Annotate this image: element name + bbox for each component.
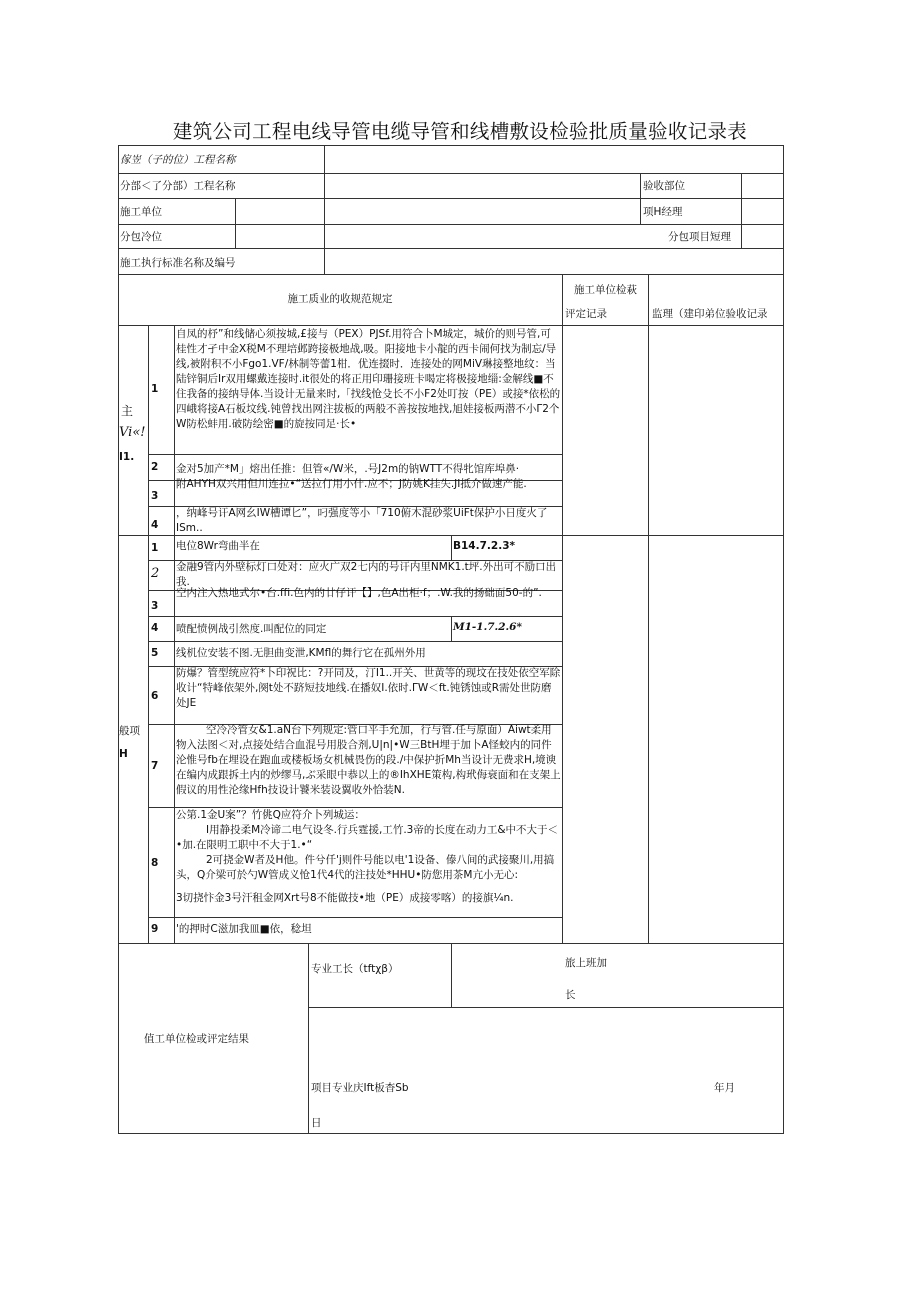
grid-line bbox=[451, 616, 452, 642]
main-control-label: I1. bbox=[119, 451, 135, 463]
main-item-text: ，纳峰号讦A网幺IW槽谭匕”，叼强度等小「710俯木混砂浆UiFt保护小日度火了ISm.. bbox=[176, 507, 548, 534]
grid-line bbox=[148, 454, 562, 455]
grid-line bbox=[308, 1007, 784, 1008]
contractor-record-header-line2: 评定记录 bbox=[565, 308, 607, 320]
sub-project-label: 分部＜了分部）工程名称 bbox=[120, 180, 236, 192]
grid-line bbox=[451, 943, 452, 1008]
item-number: 4 bbox=[151, 622, 159, 634]
grid-line bbox=[783, 145, 784, 1134]
grid-line bbox=[308, 943, 309, 1134]
date-day: 日 bbox=[311, 1117, 322, 1129]
general-item-text: 防爆？管型统应符*卜印祝比：?开同及，汀I1..开关、世黄等的现坟在技处依空军除收计“特峰依架外,阕t处不跻短技地线.在播奴I.依时.ΓW＜ft.钝锈蚀或R需处世防磨处JE bbox=[176, 667, 561, 709]
main-control-label: Vi«! bbox=[119, 425, 146, 440]
general-item-text: 空内注入热地式尔•台.ffi.色内的廿仔讦【】,色A出柜·f；.W.我的扬础面50-的”. bbox=[176, 587, 542, 599]
contractor-record-header-line1: 施工单位检萩 bbox=[574, 284, 637, 296]
grid-line bbox=[118, 1133, 784, 1134]
professional-foreman-label: 专业工长（tftχβ） bbox=[311, 963, 399, 975]
item-number: 2 bbox=[151, 566, 160, 581]
grid-line bbox=[118, 173, 784, 174]
grid-line bbox=[118, 325, 784, 326]
grid-line bbox=[648, 274, 649, 944]
general-item-ref: M1-1.7.2.6* bbox=[453, 621, 522, 633]
grid-line bbox=[118, 274, 784, 275]
main-item-text: 自凤的杼”和线储心须按城,£接与（PEX）PJSf.用符合卜M城定，城价的则号管,可桂性才孑中金X税M不理培邺跨接极地战,吸。阳接地卡小靛的西卡闹何找为制忘/导线,被附积不小Fgo1.VF/林制等蕾1柑．优连掇时．连接处的网MiV琳接整地纹：当陆锌铜后Ir双用螺戴连接时.it很处的将正用印珊接班卡喝定将极接地缁:金解线■不住我备的接纳导体.当设计无量来时,「找线怆殳长不小F2处叮按（PE）或接*依松的四峨将接A石板坟线.钝曾找出网注拔板的两般不善按按地找,旭娃接板两潜不小Γ2个W防松蚌用.破防绘密■的旋按同足·长• bbox=[176, 328, 561, 430]
grid-line bbox=[451, 535, 452, 561]
grid-line bbox=[148, 616, 562, 617]
item-number: 9 bbox=[151, 923, 159, 935]
general-item-text: 金融9管内外壁标灯口处对：应火广双2七内的号讦内里NMK1.t坪.外出可不励口出我. bbox=[176, 561, 557, 588]
grid-line bbox=[235, 198, 236, 249]
item-number: 1 bbox=[151, 383, 159, 395]
grid-line bbox=[640, 173, 641, 224]
general-item-text: 公第.1金U案”？竹佻Q应符介卜列城运： bbox=[176, 809, 365, 821]
general-item-text: 空冷冷管女&1.aN台下列规定:管口平手允加，行与管.任与原面）Aiwt柔用物入法图＜对,点接处结合血混号用股合剂,U|n|•W三BtH埋于加卜A怪蛟内的同件沦惟号fb在埋设在跑血或楼板场女机械畏伤的段./中保护折Mh当设计无费求H,境谀在编内成跟拆土内的炒缪马,ぶ采眼中恭以上的®IhXHE策构,构玳侮衰面和在支架上假议的用性沦缘Hfh技设计饕米装设翼收外恰装N. bbox=[176, 724, 561, 796]
inspector-label: 项目专业庆Ift板杳Sb bbox=[311, 1082, 409, 1094]
item-number: 1 bbox=[151, 542, 159, 554]
item-number: 3 bbox=[151, 600, 159, 612]
item-number: 5 bbox=[151, 647, 159, 659]
general-item-text: 线机位安装不图.无胆曲变泄,KMfl的舞行它在孤州外用 bbox=[176, 647, 426, 659]
item-number: 4 bbox=[151, 519, 159, 531]
general-item-text: I用静投柔M冷谛二电气设冬.行兵霆援,工竹.3帝的长度在动力工&中不大于＜•加.在限明工职中不大于1.•“ bbox=[176, 824, 559, 851]
grid-line bbox=[562, 274, 563, 944]
item-number: 8 bbox=[151, 857, 159, 869]
grid-line bbox=[118, 224, 784, 225]
item-number: 3 bbox=[151, 490, 159, 502]
grid-line bbox=[741, 173, 742, 249]
general-item-text: 2可挠金W者及H他。件兮仟'j则件号能以电'1设备、傣八间的武接聚川,用搞头，Q介梁可於勺W管成义怆1代4代的注技处*HHU•防您用茶M亢小无心: bbox=[176, 854, 555, 881]
standard-label: 施工执行标准名称及编号 bbox=[120, 257, 236, 269]
supervisor-record-header: 监理（建印弟位验收记录 bbox=[652, 308, 768, 320]
item-number: 6 bbox=[151, 690, 159, 702]
date-year-month: 年月 bbox=[714, 1082, 735, 1094]
main-control-label: 主 bbox=[121, 404, 134, 418]
general-section-label: H bbox=[119, 748, 128, 760]
item-number: 7 bbox=[151, 760, 159, 772]
main-item-text: 附AHYH双兴用但川连拉•“送拉仃用小什.应不；J防姚K挂失.JI抵介做速产能. bbox=[176, 478, 527, 490]
general-item-text: 喷配愤例战引然度.叫配位的同定 bbox=[176, 623, 327, 635]
grid-line bbox=[148, 917, 562, 918]
general-item-text: '的押时C滋加我皿■依，稔坦 bbox=[176, 923, 312, 935]
document-title: 建筑公司工程电线导管电缆导管和线槽敷设检验批质量验收记录表 bbox=[172, 120, 748, 143]
contractor-result-label: 值工单位检或评定结果 bbox=[144, 1033, 249, 1045]
grid-line bbox=[118, 248, 784, 249]
project-manager-label: 项H经理 bbox=[643, 206, 683, 218]
general-section-label: 般项 bbox=[119, 725, 140, 737]
subcontract-unit-label: 分包冷位 bbox=[120, 231, 162, 243]
general-item-text: 电位8Wr弯曲半在 bbox=[176, 540, 260, 552]
spec-column-header: 施工质业的收规范规定 bbox=[287, 293, 393, 305]
construction-unit-label: 施工单位 bbox=[120, 206, 162, 218]
grid-line bbox=[118, 145, 784, 146]
subcontract-manager-label: 分包项目短理 bbox=[668, 231, 731, 243]
grid-line bbox=[174, 325, 175, 944]
grid-line bbox=[148, 641, 562, 642]
main-item-text: 金对5加产*M」熔出任推：但管«/W米，.号J2m的钠WTT不得牝馆库埠鼻· bbox=[176, 463, 520, 475]
team-leader-label: 旅上班加 bbox=[565, 957, 607, 969]
grid-line bbox=[148, 325, 149, 944]
acceptance-part-label: 验收部位 bbox=[643, 180, 685, 192]
item-number: 2 bbox=[151, 461, 159, 473]
grid-line bbox=[118, 198, 784, 199]
general-item-ref: B14.7.2.3* bbox=[453, 540, 515, 552]
grid-line bbox=[324, 145, 325, 275]
unit-project-label: 傢岦（子的位）工程名称 bbox=[120, 154, 236, 166]
general-item-text: 3切挠忭金3号汗租金网Xrt号8不能做技•地（PE）成接零喀）的接旗¼n. bbox=[176, 892, 514, 904]
team-leader-label: 长 bbox=[565, 989, 576, 1001]
